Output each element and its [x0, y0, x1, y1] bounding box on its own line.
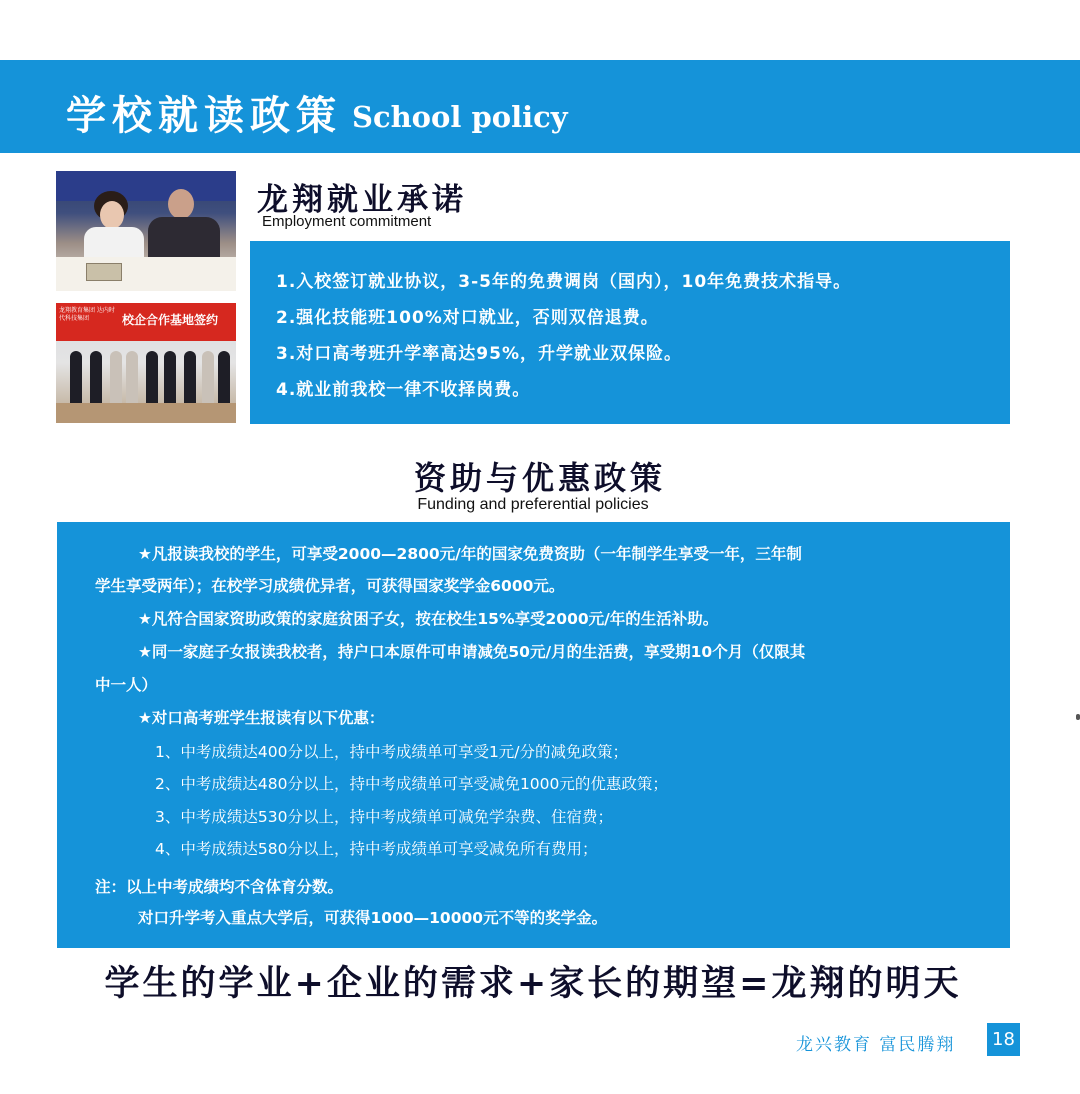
- employment-title: 龙翔就业承诺: [257, 182, 467, 218]
- photo-table: [56, 257, 236, 291]
- discount-item: 3、中考成绩达530分以上，持中考成绩单可减免学杂费、住宿费；: [155, 808, 613, 826]
- edge-mark: [1076, 714, 1080, 720]
- funding-paragraph: ★同一家庭子女报读我校者，持户口本原件可申请减免50元/月的生活费，享受期10个月（仅限其: [138, 643, 806, 661]
- employment-item: 2.强化技能班100%对口就业，否则双倍退费。: [276, 308, 659, 328]
- employment-item: 3.对口高考班升学率高达95%，升学就业双保险。: [276, 344, 682, 364]
- footer-motto: 龙兴教育 富民腾翔: [796, 1035, 956, 1055]
- photo-banner: [56, 303, 236, 341]
- funding-paragraph: ★凡符合国家资助政策的家庭贫困子女，按在校生15%享受2000元/年的生活补助。: [138, 610, 719, 628]
- employment-item: 1.入校签订就业协议，3-5年的免费调岗（国内），10年免费技术指导。: [276, 272, 852, 292]
- photo-banner-large-text: 校企合作基地签约: [122, 313, 219, 327]
- employment-box: [250, 241, 1010, 424]
- discount-item: 1、中考成绩达400分以上，持中考成绩单可享受1元/分的减免政策；: [155, 743, 629, 761]
- group-photo: [56, 303, 236, 423]
- discount-item: 4、中考成绩达580分以上，持中考成绩单可享受减免所有费用；: [155, 840, 598, 858]
- funding-paragraph: ★对口高考班学生报读有以下优惠：: [138, 709, 385, 727]
- page-number: 18: [987, 1023, 1020, 1056]
- photo-backdrop: [56, 171, 236, 201]
- signing-photo: [56, 171, 236, 291]
- funding-paragraph: ★凡报读我校的学生，可享受2000—2800元/年的国家免费资助（一年制学生享受一年，三年制: [138, 545, 802, 563]
- funding-note: 注：以上中考成绩均不含体育分数。: [95, 878, 344, 896]
- funding-paragraph: 中一人）: [95, 676, 158, 694]
- discount-item: 2、中考成绩达480分以上，持中考成绩单可享受减免1000元的优惠政策；: [155, 775, 668, 793]
- funding-subtitle: Funding and preferential policies: [417, 496, 649, 513]
- employment-item: 4.就业前我校一律不收择岗费。: [276, 380, 531, 400]
- page-title-english: School policy: [352, 100, 568, 134]
- funding-paragraph: 学生享受两年）；在校学习成绩优异者，可获得国家奖学金6000元。: [95, 577, 565, 595]
- employment-subtitle: Employment commitment: [262, 213, 432, 230]
- slogan: 学生的学业+企业的需求+家长的期望=龙翔的明天: [104, 964, 962, 1004]
- photo-banner-small-text: 龙翔教育集团 达内时代科技集团: [59, 307, 115, 322]
- name-card: [86, 263, 122, 281]
- page-title: 学校就读政策: [66, 93, 342, 139]
- funding-note: 对口升学考入重点大学后，可获得1000—10000元不等的奖学金。: [138, 909, 608, 927]
- funding-title: 资助与优惠政策: [413, 459, 666, 497]
- funding-box: [57, 522, 1010, 948]
